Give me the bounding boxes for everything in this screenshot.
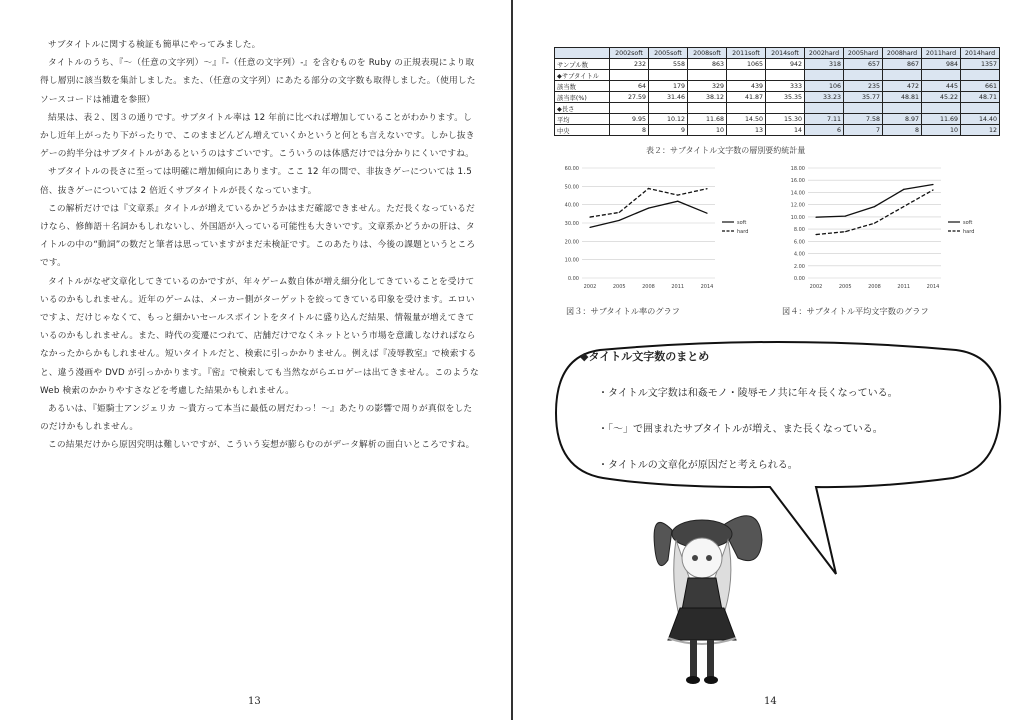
page-divider <box>511 0 513 720</box>
table-cell: 41.87 <box>727 92 766 103</box>
table-cell <box>688 70 727 81</box>
column-header: 2014hard <box>961 48 1000 59</box>
column-header: 2002soft <box>610 48 649 59</box>
y-tick-label: 4.00 <box>793 251 805 258</box>
table-cell: 863 <box>688 59 727 70</box>
y-tick-label: 0.00 <box>793 276 805 282</box>
data-point <box>903 206 904 207</box>
column-header: 2011soft <box>727 48 766 59</box>
table-cell: 10.12 <box>649 114 688 125</box>
x-tick-label: 2014 <box>926 284 940 290</box>
table-caption: 表２：サブタイトル文字数の層別要約統計量 <box>646 146 806 155</box>
paragraph: この結果だけから原因究明は難しいですが、こういう妄想が膨らむのがデータ解析の面白いところですね。 <box>48 440 475 451</box>
table-cell: 14 <box>766 125 805 136</box>
table-cell: 235 <box>844 81 883 92</box>
table-cell: 661 <box>961 81 1000 92</box>
table-cell: 6 <box>805 125 844 136</box>
column-header: 2002hard <box>805 48 844 59</box>
column-header: 2008hard <box>883 48 922 59</box>
table-cell: 439 <box>727 81 766 92</box>
table-row <box>555 92 1000 103</box>
y-tick-label: 12.00 <box>790 202 805 209</box>
x-tick-label: 2014 <box>700 284 714 290</box>
paragraph: タイトルのうち、『～（任意の文字列）～』『-（任意の文字列）-』を含むものを Ruby の正規表現により取得し層別に該当数を集計しました。また、（任意の文字列）にあたる部分の文字数も取得しました。（使用したソースコードは補遺を参照） <box>40 58 476 105</box>
data-point <box>589 227 590 228</box>
table-cell: 31.46 <box>649 92 688 103</box>
y-tick-label: 40.00 <box>564 202 579 209</box>
y-tick-label: 0.00 <box>567 276 579 282</box>
row-header: 該当数 <box>555 81 610 92</box>
x-tick-label: 2011 <box>671 284 685 290</box>
y-tick-label: 14.00 <box>790 190 805 197</box>
table-cell: 8 <box>610 125 649 136</box>
table-cell: 14.50 <box>727 114 766 125</box>
table-cell: 45.22 <box>922 92 961 103</box>
summary-item: ・タイトルの文章化が原因だと考えられる。 <box>598 460 798 471</box>
table-cell: 8.97 <box>883 114 922 125</box>
row-header: 平均 <box>555 114 610 125</box>
table-cell <box>844 70 883 81</box>
table-cell <box>961 103 1000 114</box>
table-cell <box>922 103 961 114</box>
row-header: ◆長さ <box>555 103 610 114</box>
table-cell: 1357 <box>961 59 1000 70</box>
series-line-soft <box>816 185 933 218</box>
table-cell: 7 <box>844 125 883 136</box>
summary-item: ・「～」で囲まれたサブタイトルが増え、また長くなっている。 <box>598 424 883 435</box>
x-tick-label: 2005 <box>838 284 852 290</box>
table-cell <box>805 103 844 114</box>
table-cell <box>922 70 961 81</box>
table-cell: 1065 <box>727 59 766 70</box>
table-cell <box>805 70 844 81</box>
data-point <box>648 188 649 189</box>
data-point <box>932 189 933 190</box>
table-cell: 472 <box>883 81 922 92</box>
table-cell: 15.30 <box>766 114 805 125</box>
table-cell: 445 <box>922 81 961 92</box>
data-point <box>706 213 707 214</box>
table-cell <box>649 103 688 114</box>
table-cell <box>727 103 766 114</box>
table-row <box>555 114 1000 125</box>
data-point <box>648 208 649 209</box>
table-cell <box>766 70 805 81</box>
table-header-row <box>555 48 1000 59</box>
table-cell <box>610 70 649 81</box>
table-cell <box>766 103 805 114</box>
table-cell: 9 <box>649 125 688 136</box>
data-point <box>932 184 933 185</box>
right-page <box>514 0 1024 720</box>
paragraph: サブタイトルの長さに至っては明確に増加傾向にあります。ここ 12 年の間で、非抜きゲーについては 1.5 倍、抜きゲーについては 2 倍近くサブタイトルが長くなっています。 <box>40 167 472 196</box>
paragraph: タイトルがなぜ文章化してきているのかですが、年々ゲーム数自体が増え細分化してきていることを受けているのかもしれません。近年のゲームは、メーカー側がターゲットを絞ってきている印象を受けます。エロいですよ、だけじゃなくて、もっと細かいセールスポイントをタイトルに盛り込んだ結果、情報量が増えてきているのかもしれません。また、時代の変遷につれて、店舗だけでなくネットという市場を意識しなければならなかったからかもしれません。短いタイトルだと、検索に引っかかりません。例えば『凌辱教室』で検索すると、違う漫画や DVD が引っかかります。『密』で検索しても当然ながらエロゲーは出てきません。このような Web 検索のかかりやすさなどを考慮した結果かもしれません。 <box>40 276 479 396</box>
x-tick-label: 2002 <box>583 284 597 290</box>
summary-title: ◆タイトル文字数のまとめ <box>580 350 710 363</box>
table-cell: 10 <box>922 125 961 136</box>
table-cell: 8 <box>883 125 922 136</box>
table-cell: 7.11 <box>805 114 844 125</box>
table-row <box>555 103 1000 114</box>
legend-label: hard <box>737 229 749 235</box>
table-cell: 11.69 <box>922 114 961 125</box>
table-cell: 942 <box>766 59 805 70</box>
y-tick-label: 60.00 <box>564 166 579 172</box>
summary-item: ・タイトル文字数は和姦モノ・陵辱モノ共に年々長くなっている。 <box>598 388 898 399</box>
data-point <box>677 194 678 195</box>
row-header: 中央 <box>555 125 610 136</box>
table-cell <box>883 103 922 114</box>
mascot-illustration <box>610 500 800 690</box>
table-cell <box>727 70 766 81</box>
table-cell: 27.59 <box>610 92 649 103</box>
table-cell: 329 <box>688 81 727 92</box>
table-cell <box>844 103 883 114</box>
legend-label: hard <box>963 229 975 235</box>
data-point <box>874 206 875 207</box>
row-header: サンプル数 <box>555 59 610 70</box>
column-header: 2011hard <box>922 48 961 59</box>
table-cell: 106 <box>805 81 844 92</box>
data-point <box>619 212 620 213</box>
stats-table-body <box>555 59 1000 136</box>
table-cell: 33.23 <box>805 92 844 103</box>
table-corner <box>555 48 610 59</box>
y-tick-label: 10.00 <box>564 257 579 264</box>
table-cell: 179 <box>649 81 688 92</box>
data-point <box>845 231 846 232</box>
row-header: 該当率(%) <box>555 92 610 103</box>
subtitle-rate-chart <box>550 160 770 300</box>
page-number-right: 14 <box>764 696 777 707</box>
table-cell <box>883 70 922 81</box>
table-cell: 7.58 <box>844 114 883 125</box>
data-point <box>815 234 816 235</box>
table-row <box>555 59 1000 70</box>
x-tick-label: 2005 <box>612 284 626 290</box>
table-row <box>555 81 1000 92</box>
x-tick-label: 2002 <box>809 284 823 290</box>
table-cell: 14.40 <box>961 114 1000 125</box>
column-header: 2014soft <box>766 48 805 59</box>
table-cell <box>961 70 1000 81</box>
y-tick-label: 20.00 <box>564 239 579 246</box>
y-tick-label: 30.00 <box>564 221 579 227</box>
series-line-hard <box>816 190 933 235</box>
table-cell: 64 <box>610 81 649 92</box>
article-body <box>40 36 480 455</box>
page-number-left: 13 <box>248 696 261 707</box>
table-cell: 657 <box>844 59 883 70</box>
subtitle-length-chart <box>776 160 996 300</box>
table-cell <box>649 70 688 81</box>
table-cell: 12 <box>961 125 1000 136</box>
paragraph: サブタイトルに関する検証も簡単にやってみました。 <box>48 40 261 50</box>
table-cell <box>610 103 649 114</box>
table-cell: 10 <box>688 125 727 136</box>
data-point <box>845 216 846 217</box>
series-line-hard <box>590 189 707 218</box>
paragraph: あるいは、『姫騎士アンジェリカ ～貴方って本当に最低の屑だわっ！～』あたりの影響で周りが真似をしたのだけかもしれません。 <box>40 404 473 433</box>
data-point <box>903 189 904 190</box>
y-tick-label: 10.00 <box>790 214 805 221</box>
table-cell: 13 <box>727 125 766 136</box>
x-tick-label: 2008 <box>642 284 655 290</box>
table-cell: 11.68 <box>688 114 727 125</box>
y-tick-label: 8.00 <box>793 227 805 234</box>
column-header: 2005soft <box>649 48 688 59</box>
y-tick-label: 6.00 <box>793 239 805 246</box>
table-cell: 48.81 <box>883 92 922 103</box>
data-point <box>706 188 707 189</box>
legend-label: soft <box>963 220 973 226</box>
y-tick-label: 2.00 <box>793 263 805 270</box>
table-row <box>555 125 1000 136</box>
column-header: 2008soft <box>688 48 727 59</box>
y-tick-label: 18.00 <box>790 166 805 172</box>
table-cell: 333 <box>766 81 805 92</box>
y-tick-label: 16.00 <box>790 178 805 185</box>
table-cell: 984 <box>922 59 961 70</box>
figure3-caption: 図３：サブタイトル率のグラフ <box>566 306 680 316</box>
stats-table <box>554 47 1000 136</box>
legend-label: soft <box>737 220 747 226</box>
series-line-soft <box>590 201 707 227</box>
table-cell: 35.35 <box>766 92 805 103</box>
figure4-caption: 図４：サブタイトル平均文字数のグラフ <box>782 306 929 316</box>
table-cell: 48.71 <box>961 92 1000 103</box>
table-cell: 38.12 <box>688 92 727 103</box>
table-cell: 867 <box>883 59 922 70</box>
data-point <box>874 223 875 224</box>
x-tick-label: 2008 <box>868 284 881 290</box>
table-cell: 35.77 <box>844 92 883 103</box>
data-point <box>815 217 816 218</box>
paragraph: 結果は、表２、図３の通りです。サブタイトル率は 12 年前に比べれば増加していることがわかります。しかし近年上がったり下がったりで、このままどんどん増えていくかというと何とも言えないです。しかし抜きゲーの約半分はサブタイトルがあるというのはすごいです。こういうのは体感だけでは分かりにくいですね。 <box>40 112 475 160</box>
data-point <box>589 216 590 217</box>
table-cell: 558 <box>649 59 688 70</box>
data-point <box>619 220 620 221</box>
table-cell <box>688 103 727 114</box>
paragraph: この解析だけでは『文章系』タイトルが増えているかどうかはまだ確認できません。ただ長くなっているだけなら、修飾語＋名詞かもしれないし、外国語が入っている可能性も大きいです。文章系かどうかの肝は、タイトルの中の“動詞”の数だと筆者は思っていますがまだ未検証です。このあたりは、今後の課題というところです。 <box>40 203 476 269</box>
y-tick-label: 50.00 <box>564 184 579 191</box>
x-tick-label: 2011 <box>897 284 911 290</box>
table-cell: 9.95 <box>610 114 649 125</box>
column-header: 2005hard <box>844 48 883 59</box>
table-cell: 318 <box>805 59 844 70</box>
data-point <box>677 201 678 202</box>
table-cell: 232 <box>610 59 649 70</box>
table-row <box>555 70 1000 81</box>
row-header: ◆サブタイトル <box>555 70 610 81</box>
